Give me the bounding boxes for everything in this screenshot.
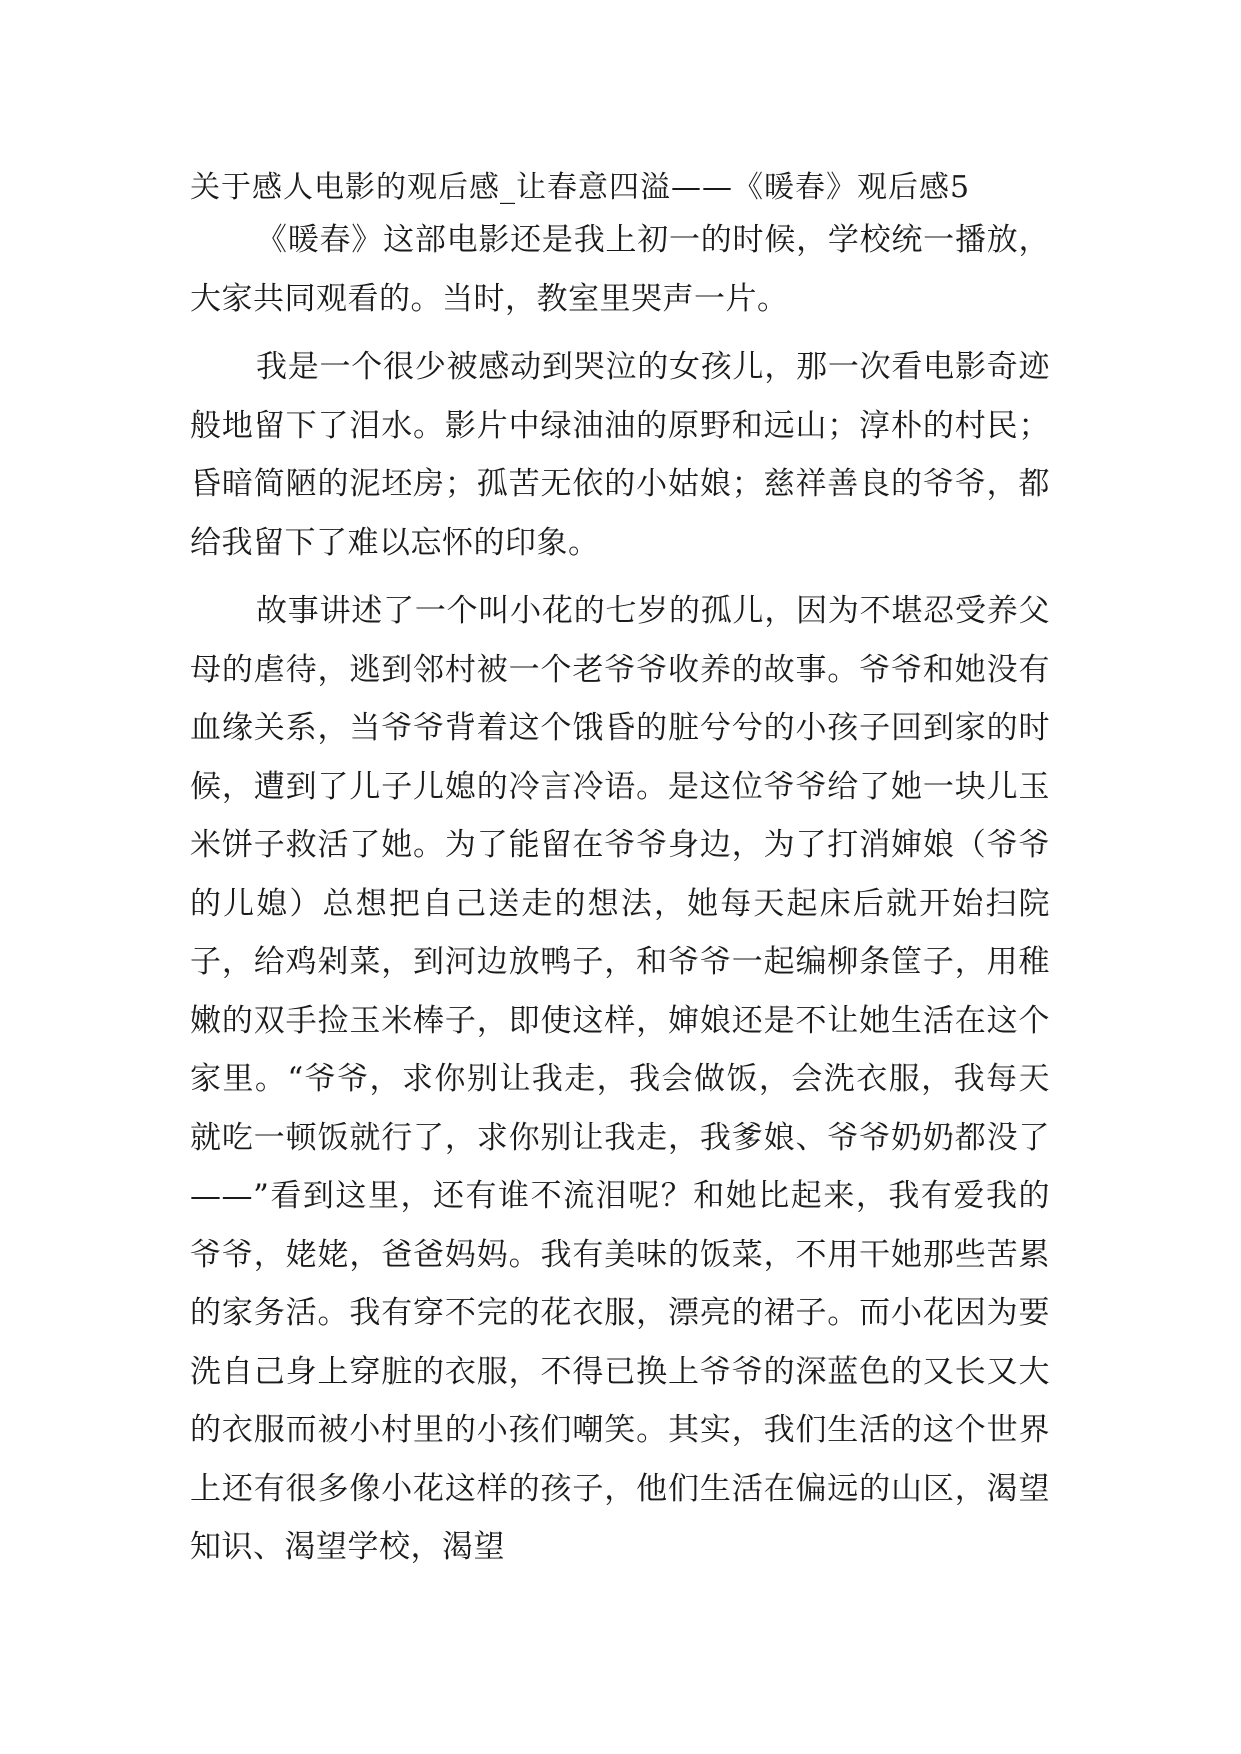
document-title: 关于感人电影的观后感_让春意四溢——《暖春》观后感5: [190, 170, 971, 205]
paragraph-2: 我是一个很少被感动到哭泣的女孩儿，那一次看电影奇迹般地留下了泪水。影片中绿油油的原野和远山；淳朴的村民；昏暗简陋的泥坯房；孤苦无依的小姑娘；慈祥善良的爷爷，都给我留下了难以忘怀的印象。: [190, 349, 1050, 561]
document-body: [190, 165, 1050, 1587]
paragraph-1: 《暖春》这部电影还是我上初一的时候，学校统一播放，大家共同观看的。当时，教室里哭声一片。: [190, 222, 1050, 317]
paragraph-3: 故事讲述了一个叫小花的七岁的孤儿，因为不堪忍受养父母的虐待，逃到邻村被一个老爷爷收养的故事。爷爷和她没有血缘关系，当爷爷背着这个饿昏的脏兮兮的小孩子回到家的时候，遭到了儿子儿媳的冷言冷语。是这位爷爷给了她一块儿玉米饼子救活了她。为了能留在爷爷身边，为了打消婶娘（爷爷的儿媳）总想把自己送走的想法，她每天起床后就开始扫院子，给鸡剁菜，到河边放鸭子，和爷爷一起编柳条筐子，用稚嫩的双手捡玉米棒子，即使这样，婶娘还是不让她生活在这个家里。“爷爷，求你别让我走，我会做饭，会洗衣服，我每天就吃一顿饭就行了，求你别让我走，我爹娘、爷爷奶奶都没了——”看到这里，还有谁不流泪呢？和她比起来，我有爱我的爷爷，姥姥，爸爸妈妈。我有美味的饭菜，不用干她那些苦累的家务活。我有穿不完的花衣服，漂亮的裙子。而小花因为要洗自己身上穿脏的衣服，不得已换上爷爷的深蓝色的又长又大的衣服而被小村里的小孩们嘲笑。其实，我们生活的这个世界上还有很多像小花这样的孩子，他们生活在偏远的山区，渴望知识、渴望学校，渴望: [190, 593, 1050, 1565]
